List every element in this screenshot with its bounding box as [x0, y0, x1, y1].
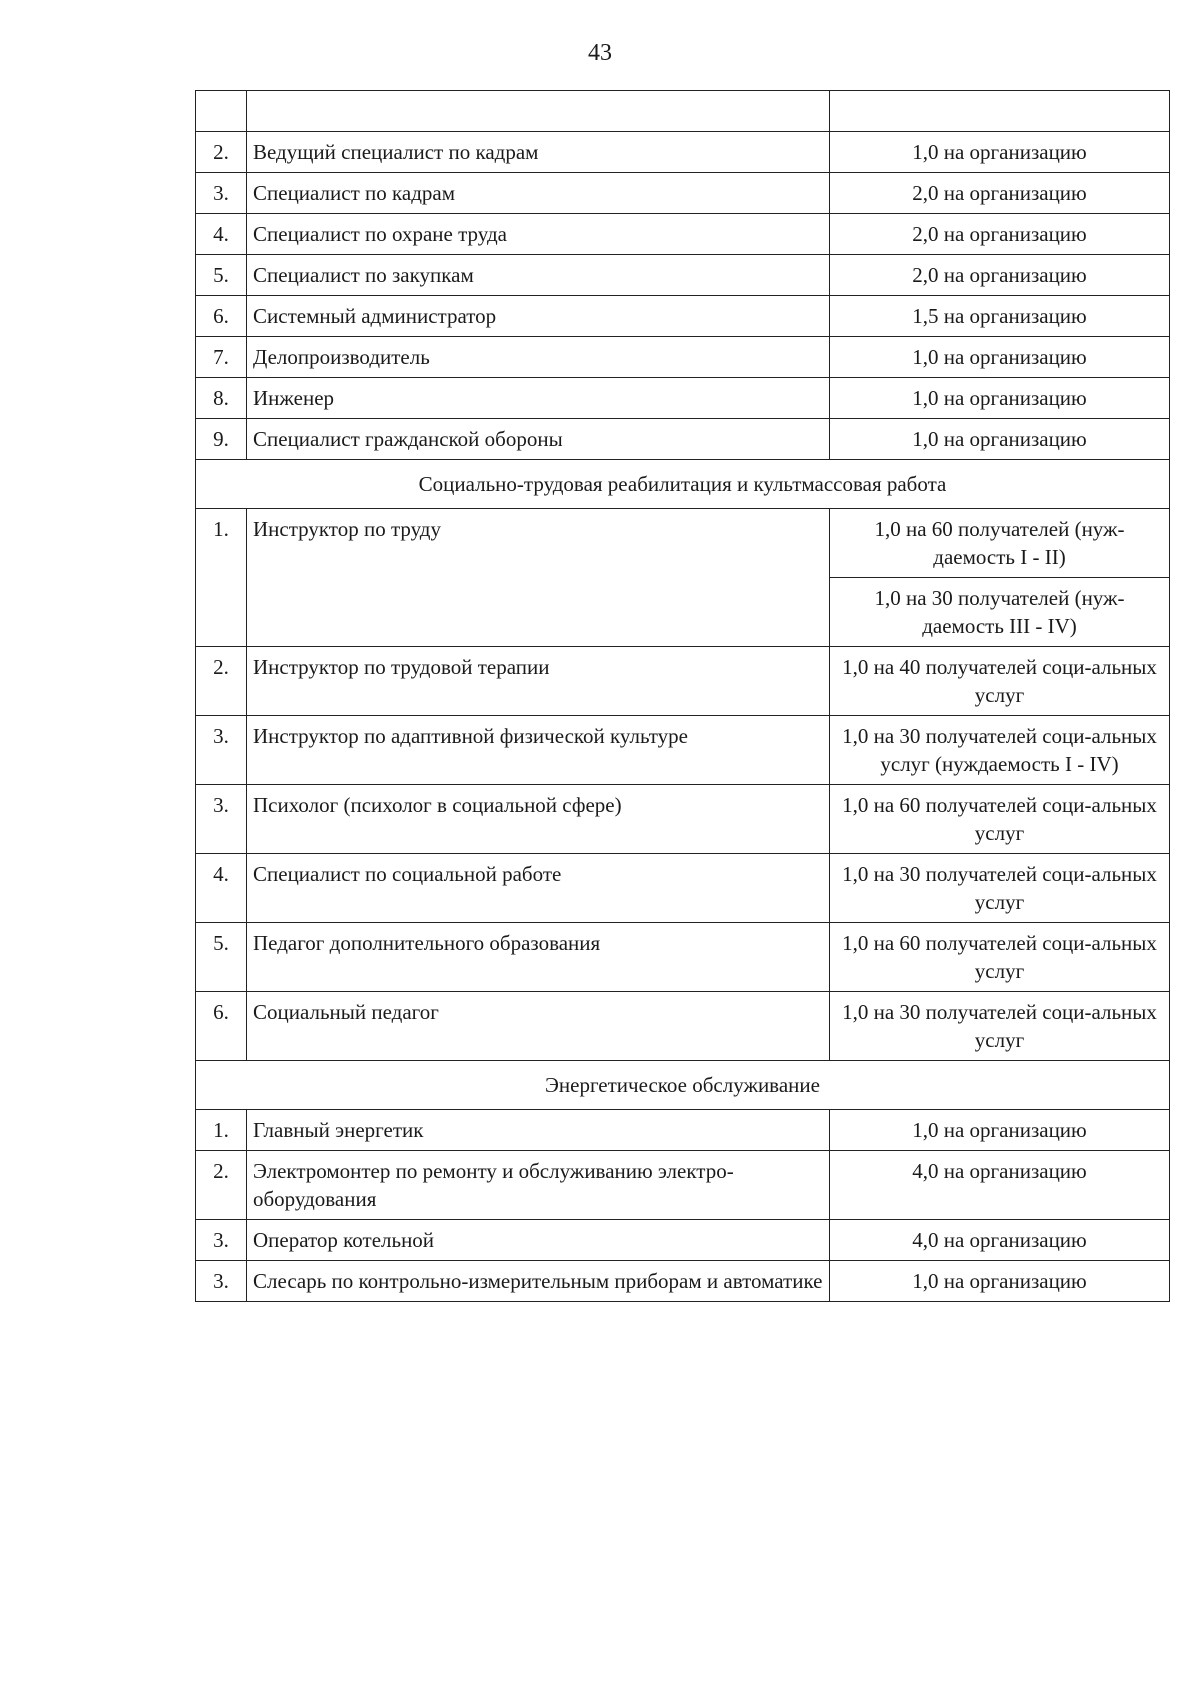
staff-norm: 4,0 на организацию	[830, 1151, 1170, 1220]
staff-norm: 2,0 на организацию	[830, 255, 1170, 296]
position-title: Инженер	[247, 378, 830, 419]
section-title-social: Социально-трудовая реабилитация и культмассовая работа	[196, 460, 1170, 509]
position-title: Специалист по кадрам	[247, 173, 830, 214]
staff-norm: 1,0 на организацию	[830, 337, 1170, 378]
row-number: 5.	[196, 923, 247, 992]
position-title: Психолог (психолог в социальной сфере)	[247, 785, 830, 854]
row-number: 3.	[196, 1261, 247, 1302]
row-number: 3.	[196, 173, 247, 214]
staff-norm: 1,0 на организацию	[830, 1261, 1170, 1302]
table-row	[196, 1110, 1170, 1151]
staff-norm: 1,0 на организацию	[830, 419, 1170, 460]
staff-norm: 1,5 на организацию	[830, 296, 1170, 337]
staff-norm: 1,0 на 60 получателей соци-альных услуг	[830, 785, 1170, 854]
position-title: Специалист по охране труда	[247, 214, 830, 255]
table-row	[196, 255, 1170, 296]
position-title: Специалист гражданской обороны	[247, 419, 830, 460]
row-number: 2.	[196, 1151, 247, 1220]
staff-norm: 1,0 на организацию	[830, 1110, 1170, 1151]
table-row	[196, 419, 1170, 460]
position-title: Специалист по закупкам	[247, 255, 830, 296]
row-number: 6.	[196, 296, 247, 337]
header-cell-norm	[830, 91, 1170, 132]
table-row	[196, 378, 1170, 419]
staff-norm: 1,0 на 40 получателей соци-альных услуг	[830, 647, 1170, 716]
position-title: Оператор котельной	[247, 1220, 830, 1261]
table-row	[196, 785, 1170, 854]
section-row	[196, 1061, 1170, 1110]
position-title: Системный администратор	[247, 296, 830, 337]
staff-norm: 2,0 на организацию	[830, 173, 1170, 214]
table-row	[196, 854, 1170, 923]
row-number: 3.	[196, 1220, 247, 1261]
staff-norm: 4,0 на организацию	[830, 1220, 1170, 1261]
table-row	[196, 296, 1170, 337]
staff-norm: 1,0 на 30 получателей (нуж-даемость III - IV)	[830, 578, 1170, 647]
row-number: 1.	[196, 509, 247, 647]
table-row	[196, 716, 1170, 785]
position-title: Главный энергетик	[247, 1110, 830, 1151]
position-title: Электромонтер по ремонту и обслуживанию электро-оборудования	[247, 1151, 830, 1220]
staff-norm: 1,0 на 30 получателей соци-альных услуг (нуждаемость I - IV)	[830, 716, 1170, 785]
position-title: Делопроизводитель	[247, 337, 830, 378]
position-title: Социальный педагог	[247, 992, 830, 1061]
staff-norm: 1,0 на 60 получателей соци-альных услуг	[830, 923, 1170, 992]
table-row	[196, 923, 1170, 992]
row-number: 1.	[196, 1110, 247, 1151]
section-row	[196, 460, 1170, 509]
position-title: Инструктор по трудовой терапии	[247, 647, 830, 716]
table-row	[196, 337, 1170, 378]
table-header-row	[196, 91, 1170, 132]
table-row	[196, 132, 1170, 173]
staffing-table	[195, 90, 1170, 1302]
position-title: Инструктор по адаптивной физической культуре	[247, 716, 830, 785]
position-title: Педагог дополнительного образования	[247, 923, 830, 992]
row-number: 3.	[196, 785, 247, 854]
table-row	[196, 1220, 1170, 1261]
staff-norm: 1,0 на 60 получателей (нуж-даемость I - II)	[830, 509, 1170, 578]
position-title: Специалист по социальной работе	[247, 854, 830, 923]
row-number: 5.	[196, 255, 247, 296]
position-title: Слесарь по контрольно-измерительным приборам и автоматике	[247, 1261, 830, 1302]
row-number: 6.	[196, 992, 247, 1061]
row-number: 4.	[196, 214, 247, 255]
table-row	[196, 992, 1170, 1061]
header-cell-num	[196, 91, 247, 132]
table-row	[196, 509, 1170, 578]
staff-norm: 1,0 на организацию	[830, 132, 1170, 173]
position-title: Ведущий специалист по кадрам	[247, 132, 830, 173]
staff-norm: 1,0 на 30 получателей соци-альных услуг	[830, 854, 1170, 923]
table-row	[196, 173, 1170, 214]
row-number: 8.	[196, 378, 247, 419]
row-number: 2.	[196, 132, 247, 173]
staff-norm: 1,0 на 30 получателей соци-альных услуг	[830, 992, 1170, 1061]
position-title: Инструктор по труду	[247, 509, 830, 647]
row-number: 7.	[196, 337, 247, 378]
table-row	[196, 214, 1170, 255]
row-number: 4.	[196, 854, 247, 923]
staff-norm: 2,0 на организацию	[830, 214, 1170, 255]
row-number: 2.	[196, 647, 247, 716]
section-title-energy: Энергетическое обслуживание	[196, 1061, 1170, 1110]
staff-norm: 1,0 на организацию	[830, 378, 1170, 419]
table-row	[196, 1261, 1170, 1302]
header-cell-position	[247, 91, 830, 132]
row-number: 3.	[196, 716, 247, 785]
table-row	[196, 647, 1170, 716]
page-number: 43	[588, 40, 612, 66]
table-row	[196, 1151, 1170, 1220]
row-number: 9.	[196, 419, 247, 460]
